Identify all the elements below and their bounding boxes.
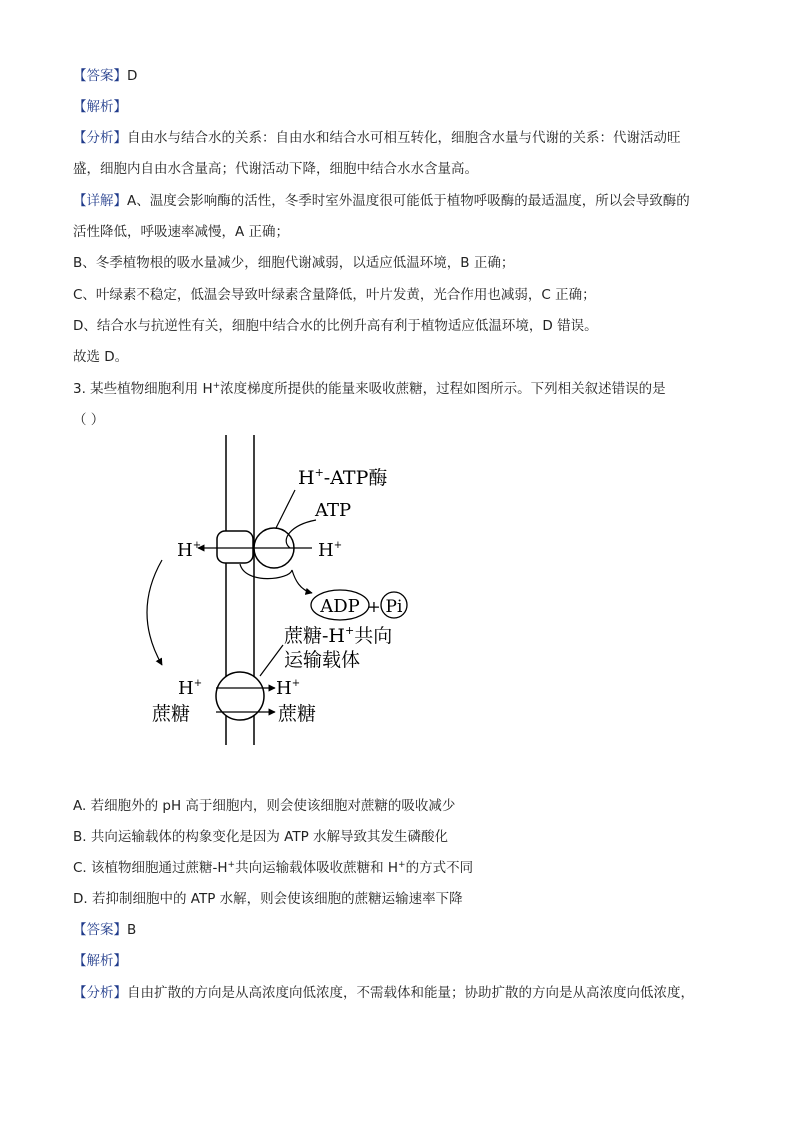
h-out-top: H+ bbox=[177, 540, 202, 561]
question-stem bbox=[73, 380, 666, 398]
sucrose-in: 蔗糖 bbox=[278, 703, 317, 725]
fenxi-line-bottom bbox=[73, 984, 694, 1002]
answer-tag: 【答案】 bbox=[73, 68, 127, 84]
option-b: B. 共向运输载体的构象变化是因为 ATP 水解导致其发生磷酸化 bbox=[73, 829, 448, 845]
plus-label: + bbox=[367, 597, 381, 616]
option-a: A. 若细胞外的 pH 高于细胞内，则会使该细胞对蔗糖的吸收减少 bbox=[73, 798, 456, 814]
answer-tag-2: 【答案】 bbox=[73, 922, 127, 938]
option-c-post: 的方式不同 bbox=[405, 860, 474, 876]
fenxi-text-1: 自由水与结合水的关系：自由水和结合水可相互转化，细胞含水量与代谢的关系：代谢活动旺 bbox=[127, 130, 681, 146]
pi-label: Pi bbox=[385, 597, 403, 617]
enzyme-label: H+-ATP酶 bbox=[298, 466, 388, 489]
answer-value: D bbox=[127, 68, 138, 84]
option-c-sup1: + bbox=[227, 860, 236, 870]
detail-d: D、结合水与抗逆性有关，细胞中结合水的比例升高有利于植物适应低温环境，D 错误。 bbox=[73, 318, 598, 334]
carrier-label-1: 蔗糖-H+共向 bbox=[284, 624, 393, 647]
option-c-sup2: + bbox=[398, 860, 406, 870]
option-c-pre: C. 该植物细胞通过蔗糖-H bbox=[73, 860, 228, 876]
fenxi-line-1 bbox=[73, 129, 681, 147]
symporter bbox=[216, 672, 264, 720]
adp-label: ADP bbox=[320, 596, 360, 617]
stem-sup: + bbox=[212, 381, 221, 391]
analysis-heading bbox=[73, 98, 127, 116]
answer-line-2 bbox=[73, 921, 136, 939]
carrier-label-2: 运输载体 bbox=[284, 649, 361, 671]
h-return-arrow bbox=[147, 560, 162, 665]
detail-c: C、叶绿素不稳定，低温会导致叶绿素含量降低，叶片发黄，光合作用也减弱，C 正确； bbox=[73, 287, 596, 303]
stem-post: 浓度梯度所提供的能量来吸收蔗糖，过程如图所示。下列相关叙述错误的是 bbox=[220, 381, 666, 397]
fenxi-text-bottom: 自由扩散的方向是从高浓度向低浓度，不需载体和能量；协助扩散的方向是从高浓度向低浓度， bbox=[127, 985, 694, 1001]
h-out-bottom: H+ bbox=[178, 678, 203, 699]
detail-b: B、冬季植物根的吸水量减少，细胞代谢减弱，以适应低温环境，B 正确； bbox=[73, 255, 515, 271]
detail-line-1 bbox=[73, 192, 690, 210]
h-in-bottom: H+ bbox=[276, 678, 301, 699]
atpase-pointer bbox=[276, 490, 295, 528]
answer-line bbox=[73, 67, 137, 85]
option-c bbox=[73, 859, 473, 877]
h-in-top: H+ bbox=[318, 540, 343, 561]
fenxi-tag: 【分析】 bbox=[73, 130, 127, 146]
carrier-pointer bbox=[260, 645, 283, 676]
fenxi-tag-2: 【分析】 bbox=[73, 985, 127, 1001]
transport-diagram bbox=[140, 430, 440, 760]
analysis-heading-2 bbox=[73, 952, 127, 970]
atpase-channel bbox=[217, 531, 253, 563]
sucrose-out: 蔗糖 bbox=[152, 703, 191, 725]
question-paren: （ ） bbox=[73, 412, 105, 428]
analysis-tag-2: 【解析】 bbox=[73, 953, 127, 969]
detail-text-1: A、温度会影响酶的活性，冬季时室外温度很可能低于植物呼吸酶的最适温度，所以会导致酶的 bbox=[127, 193, 690, 209]
stem-pre: 3. 某些植物细胞利用 H bbox=[73, 381, 213, 397]
answer-value-2: B bbox=[127, 922, 137, 938]
fenxi-line-2: 盛，细胞内自由水含量高；代谢活动下降，细胞中结合水水含量高。 bbox=[73, 161, 478, 177]
atp-label: ATP bbox=[315, 500, 352, 521]
detail-tag: 【详解】 bbox=[73, 193, 127, 209]
analysis-tag: 【解析】 bbox=[73, 99, 127, 115]
option-d: D. 若抑制细胞中的 ATP 水解，则会使该细胞的蔗糖运输速率下降 bbox=[73, 891, 463, 907]
option-c-mid: 共向运输载体吸收蔗糖和 H bbox=[235, 860, 399, 876]
detail-line-2: 活性降低，呼吸速率减慢，A 正确； bbox=[73, 224, 290, 240]
conclusion: 故选 D。 bbox=[73, 349, 129, 365]
